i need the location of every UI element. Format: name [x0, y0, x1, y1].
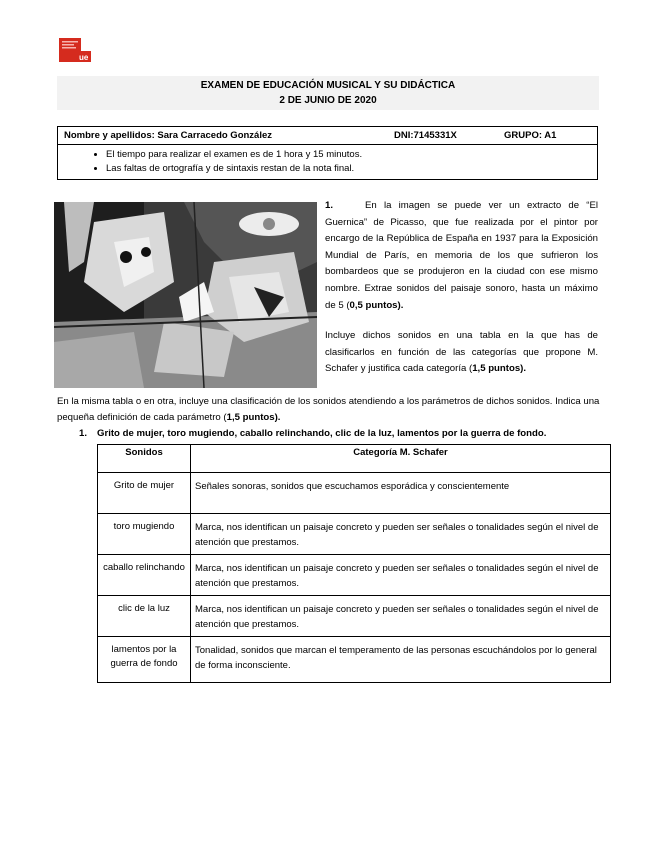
exam-date: 2 DE JUNIO DE 2020 — [279, 95, 377, 106]
question-text-2: Incluye dichos sonidos en una tabla en la que has de clasificarlos en función de las categorías que propone M. Schafer y justifica cada categoría ( — [325, 330, 598, 375]
exam-rules — [58, 145, 598, 180]
university-logo — [59, 38, 91, 62]
question-text-3: En la misma tabla o en otra, incluye una clasificación de los sonidos atendiendo a los parámetros de dichos sonidos. Indica una pequeña definición de cada parámetro ( — [57, 396, 600, 423]
question-points-2: 1,5 puntos — [472, 363, 521, 375]
table-row: clic de la luz Marca, nos identifican un paisaje concreto y pueden ser señales o tonalidades según el nivel de atención que prestamos. — [98, 596, 611, 637]
exam-title: EXAMEN DE EDUCACIÓN MUSICAL Y SU DIDÁCTICA — [200, 80, 456, 91]
svg-text:ue: ue — [79, 53, 89, 62]
exam-header — [57, 76, 599, 110]
question-text: En la imagen se puede ver un extracto de “El Guernica” de Picasso, que fue realizada por el pintor por encargo de la República de España en 1937 para la Exposición Mundial de París, en memoria de los que sufrieron los bombardeos que se produjeron en la ciudad con ese mismo nombre. Extrae sonidos del paisaje sonoro, hasta un máximo de 5 ( — [325, 200, 598, 311]
answer-text: Grito de mujer, toro mugiendo, caballo relinchando, clic de la luz, lamentos por la guerra de fondo. — [97, 428, 547, 439]
rule-item: • El tiempo para realizar el examen es de 1 hora y 15 minutos. — [106, 148, 591, 162]
student-info-table — [57, 126, 598, 180]
table-row: Grito de mujer Señales sonoras, sonidos que escuchamos esporádica y conscientemente — [98, 473, 611, 514]
question-1-continued: En la misma tabla o en otra, incluye una clasificación de los sonidos atendiendo a los parámetros de dichos sonidos. Indica una pequeña definición de cada parámetro (1,5 puntos). 1. Grito de mujer, toro mugiendo, caballo relinchando, clic de la luz, lamentos por la guerra de fondo. — [57, 394, 602, 442]
table-row: lamentos por la guerra de fondo Tonalidad, sonidos que marcan el temperamento de las personas escuchándolos por lo general de forma inconsciente. — [98, 637, 611, 683]
guernica-image — [54, 202, 317, 388]
table-header-category: Categoría M. Schafer — [191, 445, 611, 473]
question-points-3: 1,5 puntos — [226, 412, 275, 423]
table-header-sounds: Sonidos — [98, 445, 191, 473]
question-number: 1. — [325, 200, 334, 211]
table-row: toro mugiendo Marca, nos identifican un paisaje concreto y pueden ser señales o tonalidades según el nivel de atención que prestamos. — [98, 514, 611, 555]
student-name: Nombre y apellidos: Sara Carracedo González — [64, 130, 273, 141]
table-row: caballo relinchando Marca, nos identifican un paisaje concreto y pueden ser señales o tonalidades según el nivel de atención que prestamos. — [98, 555, 611, 596]
sounds-table — [97, 444, 611, 683]
answer-list: 1. Grito de mujer, toro mugiendo, caballo relinchando, clic de la luz, lamentos por la guerra de fondo. — [79, 428, 547, 439]
question-1: 1. En la imagen se puede ver un extracto de “El Guernica” de Picasso, que fue realizada por el pintor por encargo de la República de España en 1937 para la Exposición Mundial de París, en memoria de los que sufrieron los bombardeos que se produjeron en la ciudad con ese mismo nombre. Extrae sonidos del paisaje sonoro, hasta un máximo de 5 (0,5 puntos). Incluye dichos sonidos en una tabla en la que has de clasificarlos en función de las categorías que propone M. Schafer y justifica cada categoría (1,5 puntos). — [325, 200, 598, 375]
student-group: GRUPO: A1 — [504, 130, 557, 141]
question-points: 0,5 puntos — [349, 299, 398, 311]
rule-item: • Las faltas de ortografía y de sintaxis restan de la nota final. — [106, 162, 591, 176]
student-dni: DNI:7145331X — [394, 130, 457, 141]
